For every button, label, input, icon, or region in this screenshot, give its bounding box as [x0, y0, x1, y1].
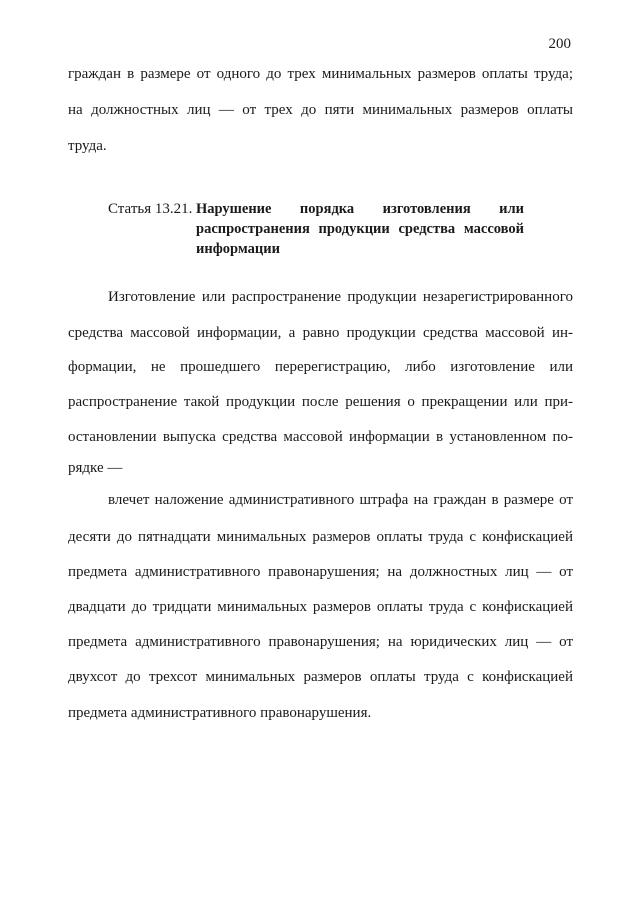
- intro-line-2: на должностных лиц — от трех до пяти минимальных размеров оплаты: [68, 102, 573, 118]
- paragraph2-line-1: влечет наложение административного штрафа на граждан в размере от: [108, 492, 573, 508]
- article-label: Статья 13.21.: [108, 201, 193, 217]
- paragraph2-line-4: двадцати до тридцати минимальных размеров оплаты труда с конфискацией: [68, 599, 573, 615]
- paragraph2-line-7: предмета административного правонарушения.: [68, 705, 372, 721]
- paragraph1-line-4: распространение такой продукции после решения о прекращении или при-: [68, 394, 573, 410]
- article-title-line-1: Нарушение порядка изготовления или: [196, 201, 524, 217]
- intro-line-1: граждан в размере от одного до трех минимальных размеров оплаты труда;: [68, 66, 573, 82]
- paragraph2-line-6: двухсот до трехсот минимальных размеров оплаты труда с конфискацией: [68, 669, 573, 685]
- paragraph1-line-3: формации, не прошедшего перерегистрацию, либо изготовление или: [68, 359, 573, 375]
- paragraph2-line-5: предмета административного правонарушения; на юридических лиц — от: [68, 634, 573, 650]
- article-title-line-2: распространения продукции средства массовой: [196, 221, 524, 237]
- paragraph2-line-2: десяти до пятнадцати минимальных размеров оплаты труда с конфискацией: [68, 529, 573, 545]
- paragraph1-line-2: средства массовой информации, а равно продукции средства массовой ин-: [68, 325, 573, 341]
- paragraph1-line-6: рядке —: [68, 460, 123, 476]
- paragraph2-line-3: предмета административного правонарушения; на должностных лиц — от: [68, 564, 573, 580]
- intro-line-3: труда.: [68, 138, 107, 154]
- article-title-line-3: информации: [196, 241, 280, 257]
- page-number: 200: [548, 36, 571, 52]
- paragraph1-line-1: Изготовление или распространение продукции незарегистрированного: [108, 289, 573, 305]
- paragraph1-line-5: остановлении выпуска средства массовой информации в установленном по-: [68, 429, 573, 445]
